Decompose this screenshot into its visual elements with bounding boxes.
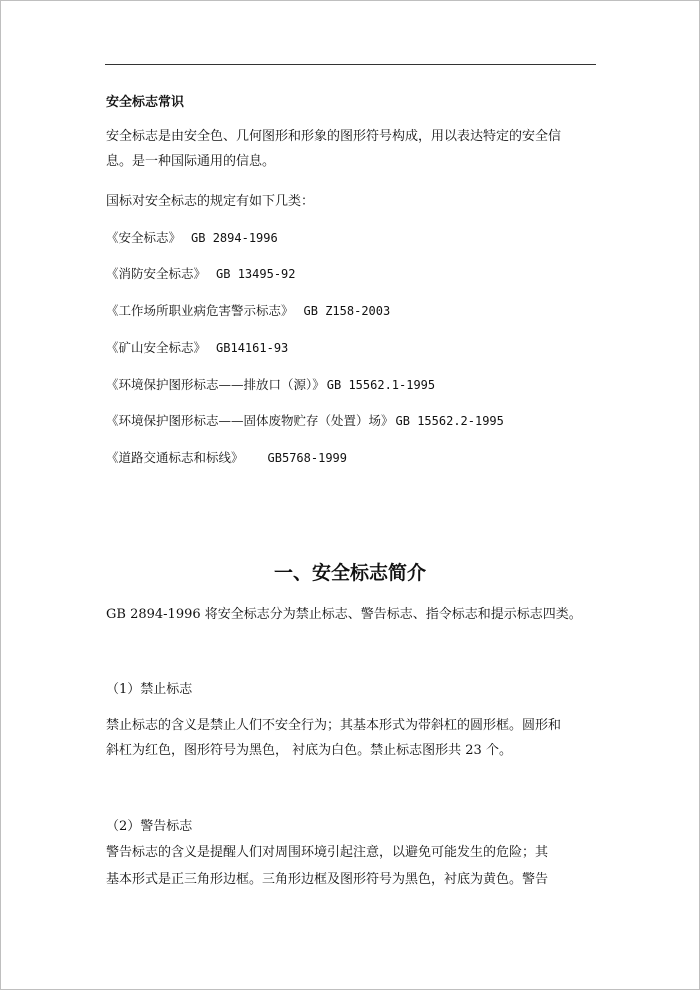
standard-title: 《矿山安全标志》 bbox=[106, 340, 207, 355]
header-rule bbox=[105, 64, 596, 65]
intro-line-1: 安全标志是由安全色、几何图形和形象的图形符号构成，用以表达特定的安全信 bbox=[106, 129, 562, 144]
standard-item bbox=[106, 375, 435, 393]
standard-item bbox=[106, 411, 504, 429]
standard-code: GB5768-1999 bbox=[267, 451, 347, 465]
warning-line-1: 警告标志的含义是提醒人们对周围环境引起注意，以避免可能发生的危险；其 bbox=[106, 845, 549, 860]
standard-item bbox=[106, 448, 347, 466]
standard-code: GB 2894-1996 bbox=[191, 231, 278, 245]
standard-code: GB14161-93 bbox=[216, 341, 289, 355]
standard-title: 《环境保护图形标志——固体废物贮存（处置）场》 bbox=[106, 413, 394, 428]
prohibition-line-1: 禁止标志的含义是禁止人们不安全行为；其基本形式为带斜杠的圆形框。圆形和 bbox=[106, 718, 562, 733]
standard-code: GB 13495-92 bbox=[216, 267, 296, 281]
standard-title: 《消防安全标志》 bbox=[106, 266, 207, 281]
warning-line-2: 基本形式是正三角形边框。三角形边框及图形符号为黑色，衬底为黄色。警告 bbox=[106, 872, 549, 887]
standard-title: 《工作场所职业病危害警示标志》 bbox=[106, 303, 294, 318]
standard-title: 《安全标志》 bbox=[106, 230, 182, 245]
standard-title: 《道路交通标志和标线》 bbox=[106, 450, 244, 465]
standard-code: GB 15562.1-1995 bbox=[326, 378, 436, 392]
section-title: 一、安全标志简介 bbox=[273, 562, 426, 584]
warning-heading: （2）警告标志 bbox=[106, 819, 193, 834]
standards-intro: 国标对安全标志的规定有如下几类： bbox=[106, 194, 315, 209]
prohibition-line-2: 斜杠为红色，图形符号为黑色， 衬底为白色。禁止标志图形共 23 个。 bbox=[106, 743, 512, 758]
section-heading: 安全标志常识 bbox=[106, 95, 185, 110]
section-summary: GB 2894-1996 将安全标志分为禁止标志、警告标志、指令标志和提示标志四类。 bbox=[106, 607, 582, 622]
standard-item bbox=[106, 301, 390, 319]
standard-code: GB 15562.2-1995 bbox=[395, 414, 504, 428]
standard-item bbox=[106, 264, 296, 282]
standard-item bbox=[106, 338, 288, 356]
standard-item bbox=[106, 228, 278, 246]
standard-title: 《环境保护图形标志——排放口（源）》 bbox=[106, 377, 325, 392]
intro-line-2: 息。是一种国际通用的信息。 bbox=[106, 154, 276, 169]
prohibition-heading: （1）禁止标志 bbox=[106, 682, 193, 697]
standard-code: GB Z158-2003 bbox=[303, 304, 391, 318]
